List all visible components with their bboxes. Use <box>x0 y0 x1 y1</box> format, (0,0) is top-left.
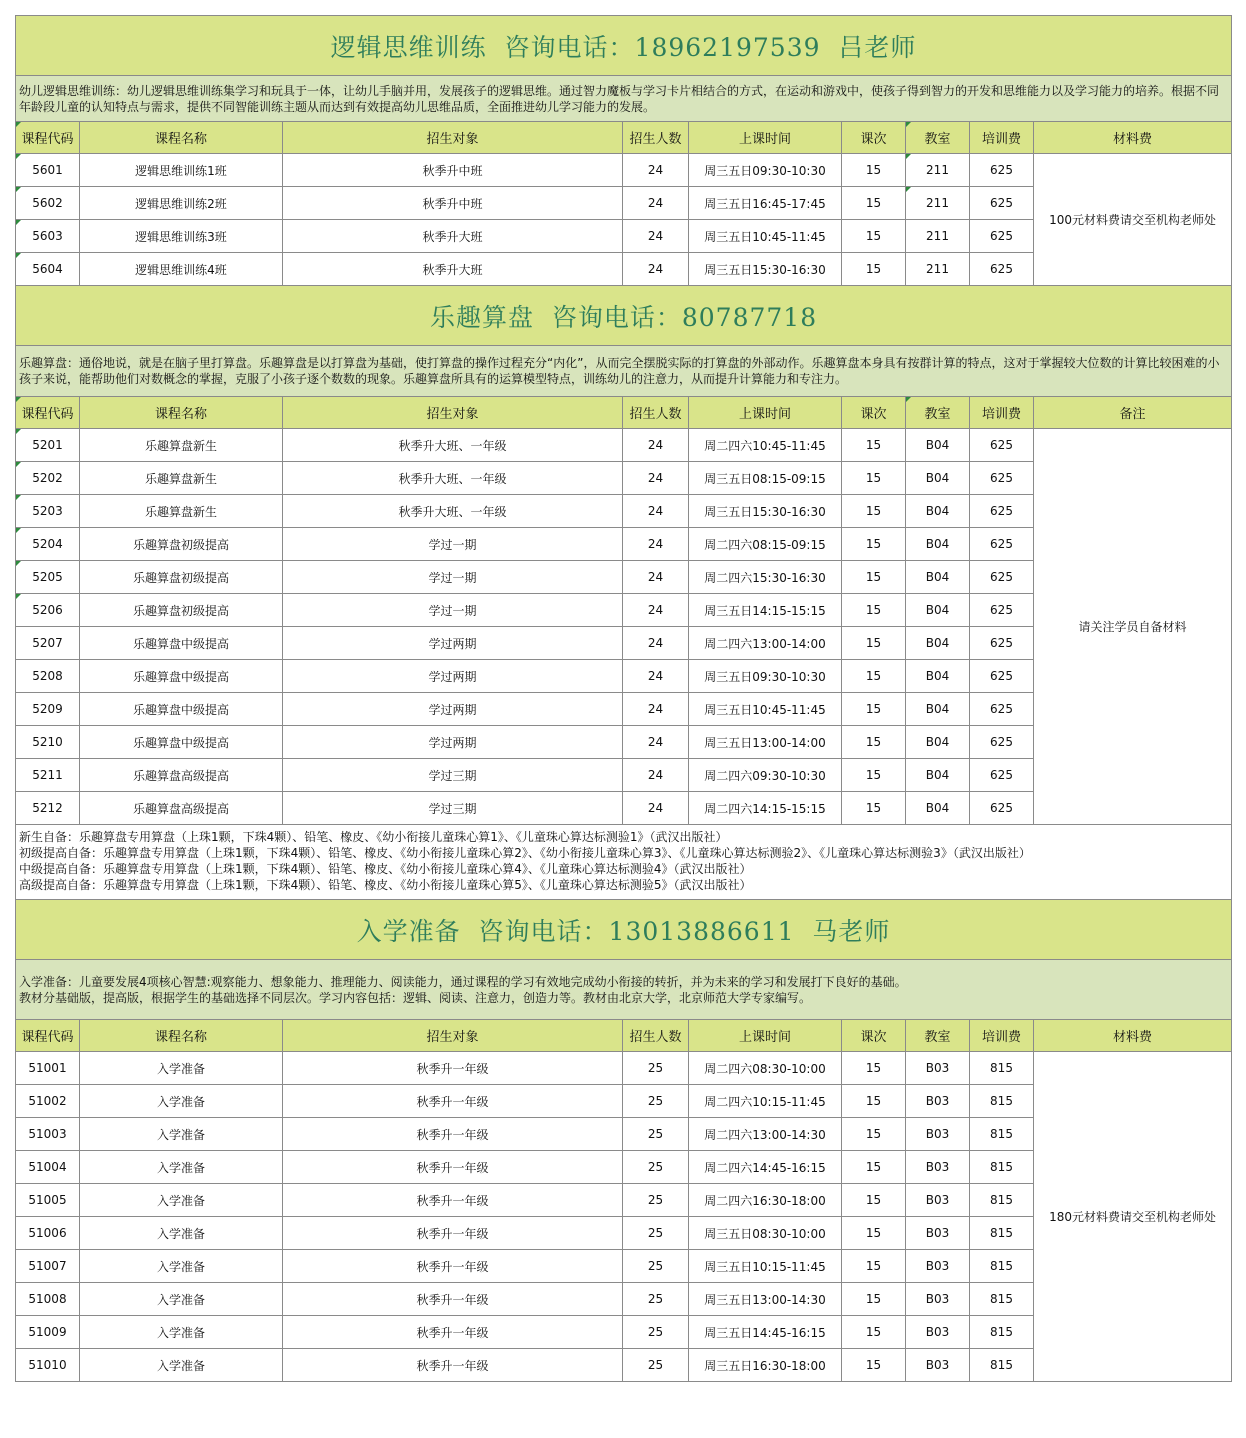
materials-row <box>16 825 1232 900</box>
enrollment: 24 <box>623 187 689 220</box>
target-students: 学过一期 <box>283 528 623 561</box>
enrollment: 24 <box>623 429 689 462</box>
column-header-row <box>16 122 1232 154</box>
target-students: 学过两期 <box>283 627 623 660</box>
column-header: 上课时间 <box>689 1020 842 1052</box>
section-title-row <box>16 900 1232 960</box>
tuition-fee: 625 <box>970 462 1034 495</box>
enrollment: 25 <box>623 1118 689 1151</box>
section-title-row <box>16 286 1232 346</box>
course-name: 入学准备 <box>80 1085 283 1118</box>
enrollment: 24 <box>623 495 689 528</box>
column-header: 课程代码 <box>16 397 80 429</box>
target-students: 秋季升一年级 <box>283 1118 623 1151</box>
class-time: 周二四六13:00-14:00 <box>689 627 842 660</box>
enrollment: 25 <box>623 1250 689 1283</box>
class-time: 周三五日14:15-15:15 <box>689 594 842 627</box>
tuition-fee: 625 <box>970 187 1034 220</box>
session-count: 15 <box>842 429 906 462</box>
column-header: 课程代码 <box>16 1020 80 1052</box>
enrollment: 24 <box>623 220 689 253</box>
target-students: 秋季升中班 <box>283 187 623 220</box>
classroom: 211 <box>906 253 970 286</box>
target-students: 秋季升一年级 <box>283 1316 623 1349</box>
session-count: 15 <box>842 220 906 253</box>
course-code: 5603 <box>16 220 80 253</box>
session-count: 15 <box>842 792 906 825</box>
course-name: 乐趣算盘中级提高 <box>80 726 283 759</box>
tuition-fee: 815 <box>970 1250 1034 1283</box>
materials-item: 初级提高自备：乐趣算盘专用算盘（上珠1颗，下珠4颗）、铅笔、橡皮、《幼小衔接儿童珠心算2》、《幼小衔接儿童珠心算3》、《儿童珠心算达标测验2》、《儿童珠心算达标测验3》（武汉出版社） <box>19 846 1031 860</box>
target-students: 学过一期 <box>283 594 623 627</box>
column-header: 招生对象 <box>283 1020 623 1052</box>
class-time: 周二四六10:45-11:45 <box>689 429 842 462</box>
classroom: B04 <box>906 759 970 792</box>
course-code: 51008 <box>16 1283 80 1316</box>
classroom: B04 <box>906 495 970 528</box>
column-header: 课次 <box>842 397 906 429</box>
tuition-fee: 625 <box>970 627 1034 660</box>
description-line: 入学准备：儿童要发展4项核心智慧:观察能力、想象能力、推理能力、阅读能力，通过课程的学习有效地完成幼小衔接的转折，并为未来的学习和发展打下良好的基础。 <box>19 974 907 989</box>
classroom: B03 <box>906 1283 970 1316</box>
session-count: 15 <box>842 528 906 561</box>
course-code: 5202 <box>16 462 80 495</box>
column-header: 课程代码 <box>16 122 80 154</box>
course-code: 5604 <box>16 253 80 286</box>
class-time: 周三五日13:00-14:30 <box>689 1283 842 1316</box>
session-count: 15 <box>842 693 906 726</box>
enrollment: 25 <box>623 1052 689 1085</box>
course-code: 51004 <box>16 1151 80 1184</box>
class-time: 周三五日10:15-11:45 <box>689 1250 842 1283</box>
classroom: B03 <box>906 1316 970 1349</box>
session-count: 15 <box>842 726 906 759</box>
classroom: B04 <box>906 528 970 561</box>
target-students: 学过三期 <box>283 792 623 825</box>
column-header-row <box>16 397 1232 429</box>
classroom: B03 <box>906 1118 970 1151</box>
target-students: 秋季升一年级 <box>283 1085 623 1118</box>
target-students: 秋季升中班 <box>283 154 623 187</box>
class-time: 周二四六10:15-11:45 <box>689 1085 842 1118</box>
enrollment: 24 <box>623 693 689 726</box>
session-count: 15 <box>842 660 906 693</box>
enrollment: 25 <box>623 1349 689 1382</box>
section-title: 逻辑思维训练 咨询电话：18962197539 吕老师 <box>16 16 1232 76</box>
column-header: 材料费 <box>1034 122 1232 154</box>
classroom: B04 <box>906 660 970 693</box>
session-count: 15 <box>842 1349 906 1382</box>
enrollment: 24 <box>623 726 689 759</box>
course-name: 入学准备 <box>80 1052 283 1085</box>
class-time: 周二四六08:15-09:15 <box>689 528 842 561</box>
tuition-fee: 625 <box>970 154 1034 187</box>
enrollment: 24 <box>623 660 689 693</box>
class-time: 周三五日10:45-11:45 <box>689 693 842 726</box>
session-count: 15 <box>842 1052 906 1085</box>
class-time: 周三五日16:30-18:00 <box>689 1349 842 1382</box>
enrollment: 24 <box>623 462 689 495</box>
section-description <box>16 76 1232 122</box>
course-table <box>15 15 1232 1382</box>
target-students: 秋季升一年级 <box>283 1283 623 1316</box>
course-name: 入学准备 <box>80 1283 283 1316</box>
materials-item: 新生自备：乐趣算盘专用算盘（上珠1颗，下珠4颗）、铅笔、橡皮、《幼小衔接儿童珠心算1》、《儿童珠心算达标测验1》（武汉出版社） <box>19 830 728 844</box>
classroom: B03 <box>906 1250 970 1283</box>
materials-item: 高级提高自备：乐趣算盘专用算盘（上珠1颗，下珠4颗）、铅笔、橡皮、《幼小衔接儿童珠心算5》、《儿童珠心算达标测验5》（武汉出版社） <box>19 878 752 892</box>
session-count: 15 <box>842 759 906 792</box>
section-description-row <box>16 960 1232 1020</box>
course-name: 乐趣算盘中级提高 <box>80 693 283 726</box>
enrollment: 25 <box>623 1316 689 1349</box>
class-time: 周三五日15:30-16:30 <box>689 253 842 286</box>
session-count: 15 <box>842 253 906 286</box>
target-students: 学过三期 <box>283 759 623 792</box>
class-time: 周二四六13:00-14:30 <box>689 1118 842 1151</box>
class-time: 周三五日13:00-14:00 <box>689 726 842 759</box>
session-count: 15 <box>842 1118 906 1151</box>
enrollment: 24 <box>623 627 689 660</box>
class-time: 周三五日16:45-17:45 <box>689 187 842 220</box>
class-time: 周二四六14:45-16:15 <box>689 1151 842 1184</box>
course-name: 逻辑思维训练4班 <box>80 253 283 286</box>
column-header: 教室 <box>906 122 970 154</box>
course-code: 51001 <box>16 1052 80 1085</box>
course-code: 5205 <box>16 561 80 594</box>
column-header: 招生人数 <box>623 397 689 429</box>
tuition-fee: 625 <box>970 220 1034 253</box>
session-count: 15 <box>842 594 906 627</box>
classroom: B04 <box>906 429 970 462</box>
classroom: B03 <box>906 1349 970 1382</box>
course-name: 入学准备 <box>80 1217 283 1250</box>
tuition-fee: 625 <box>970 759 1034 792</box>
course-name: 乐趣算盘高级提高 <box>80 759 283 792</box>
course-code: 5204 <box>16 528 80 561</box>
target-students: 秋季升一年级 <box>283 1349 623 1382</box>
enrollment: 25 <box>623 1184 689 1217</box>
classroom: B03 <box>906 1217 970 1250</box>
class-time: 周二四六15:30-16:30 <box>689 561 842 594</box>
column-header: 招生人数 <box>623 122 689 154</box>
session-count: 15 <box>842 1250 906 1283</box>
session-count: 15 <box>842 495 906 528</box>
course-code: 5209 <box>16 693 80 726</box>
session-count: 15 <box>842 187 906 220</box>
session-count: 15 <box>842 462 906 495</box>
course-code: 5208 <box>16 660 80 693</box>
tuition-fee: 625 <box>970 253 1034 286</box>
table-body <box>16 16 1232 1382</box>
description-line: 教材分基础版，提高版，根据学生的基础选择不同层次。学习内容包括：逻辑、阅读、注意力，创造力等。教材由北京大学，北京师范大学专家编写。 <box>19 990 812 1005</box>
tuition-fee: 815 <box>970 1052 1034 1085</box>
target-students: 秋季升一年级 <box>283 1184 623 1217</box>
column-header: 课次 <box>842 1020 906 1052</box>
column-header: 招生人数 <box>623 1020 689 1052</box>
materials-list <box>16 825 1232 900</box>
session-count: 15 <box>842 1283 906 1316</box>
tuition-fee: 625 <box>970 528 1034 561</box>
target-students: 秋季升一年级 <box>283 1250 623 1283</box>
enrollment: 25 <box>623 1151 689 1184</box>
tuition-fee: 815 <box>970 1283 1034 1316</box>
section-description-row <box>16 346 1232 397</box>
course-name: 乐趣算盘新生 <box>80 495 283 528</box>
enrollment: 24 <box>623 528 689 561</box>
course-code: 5212 <box>16 792 80 825</box>
description-text: 乐趣算盘：通俗地说，就是在脑子里打算盘。乐趣算盘是以打算盘为基础，使打算盘的操作过程充分“内化”，从而完全摆脱实际的打算盘的外部动作。乐趣算盘本身具有按群计算的特点，这对于掌握较大位数的计算比较困难的小孩子来说，能帮助他们对数概念的掌握，克服了小孩子逐个数数的现象。乐趣算盘所具有的运算模型特点，训练幼儿的注意力，从而提升计算能力和专注力。 <box>19 356 1220 386</box>
section-title-row <box>16 16 1232 76</box>
target-students: 秋季升大班、一年级 <box>283 462 623 495</box>
target-students: 学过一期 <box>283 561 623 594</box>
classroom: B03 <box>906 1052 970 1085</box>
course-name: 乐趣算盘新生 <box>80 462 283 495</box>
course-code: 5207 <box>16 627 80 660</box>
class-time: 周三五日15:30-16:30 <box>689 495 842 528</box>
column-header: 招生对象 <box>283 122 623 154</box>
target-students: 学过两期 <box>283 726 623 759</box>
tuition-fee: 815 <box>970 1316 1034 1349</box>
materials-item: 中级提高自备：乐趣算盘专用算盘（上珠1颗，下珠4颗）、铅笔、橡皮、《幼小衔接儿童珠心算4》、《儿童珠心算达标测验4》（武汉出版社） <box>19 862 752 876</box>
enrollment: 24 <box>623 561 689 594</box>
classroom: 211 <box>906 220 970 253</box>
course-code: 51010 <box>16 1349 80 1382</box>
course-name: 乐趣算盘初级提高 <box>80 594 283 627</box>
column-header: 培训费 <box>970 122 1034 154</box>
session-count: 15 <box>842 561 906 594</box>
class-time: 周三五日10:45-11:45 <box>689 220 842 253</box>
tuition-fee: 625 <box>970 726 1034 759</box>
column-header: 招生对象 <box>283 397 623 429</box>
course-code: 51006 <box>16 1217 80 1250</box>
class-time: 周三五日14:45-16:15 <box>689 1316 842 1349</box>
classroom: 211 <box>906 187 970 220</box>
classroom: B04 <box>906 693 970 726</box>
course-code: 5206 <box>16 594 80 627</box>
column-header: 材料费 <box>1034 1020 1232 1052</box>
target-students: 秋季升大班、一年级 <box>283 495 623 528</box>
enrollment: 24 <box>623 253 689 286</box>
table-row <box>16 1052 1232 1085</box>
session-count: 15 <box>842 1316 906 1349</box>
course-code: 5210 <box>16 726 80 759</box>
class-time: 周二四六16:30-18:00 <box>689 1184 842 1217</box>
course-code: 5601 <box>16 154 80 187</box>
enrollment: 24 <box>623 759 689 792</box>
tuition-fee: 815 <box>970 1184 1034 1217</box>
tuition-fee: 625 <box>970 594 1034 627</box>
class-time: 周三五日09:30-10:30 <box>689 154 842 187</box>
section-description-row <box>16 76 1232 122</box>
enrollment: 25 <box>623 1217 689 1250</box>
column-header: 课次 <box>842 122 906 154</box>
session-count: 15 <box>842 1184 906 1217</box>
section-title: 入学准备 咨询电话：13013886611 马老师 <box>16 900 1232 960</box>
class-time: 周二四六09:30-10:30 <box>689 759 842 792</box>
session-count: 15 <box>842 627 906 660</box>
session-count: 15 <box>842 154 906 187</box>
side-note: 100元材料费请交至机构老师处 <box>1034 154 1232 286</box>
classroom: B04 <box>906 792 970 825</box>
column-header: 上课时间 <box>689 397 842 429</box>
tuition-fee: 625 <box>970 495 1034 528</box>
classroom: B03 <box>906 1184 970 1217</box>
column-header: 教室 <box>906 1020 970 1052</box>
class-time: 周二四六14:15-15:15 <box>689 792 842 825</box>
target-students: 学过两期 <box>283 693 623 726</box>
tuition-fee: 815 <box>970 1085 1034 1118</box>
course-code: 51003 <box>16 1118 80 1151</box>
target-students: 学过两期 <box>283 660 623 693</box>
enrollment: 25 <box>623 1085 689 1118</box>
classroom: B04 <box>906 462 970 495</box>
target-students: 秋季升大班 <box>283 253 623 286</box>
classroom: B04 <box>906 726 970 759</box>
tuition-fee: 815 <box>970 1349 1034 1382</box>
enrollment: 25 <box>623 1283 689 1316</box>
course-name: 乐趣算盘初级提高 <box>80 561 283 594</box>
enrollment: 24 <box>623 792 689 825</box>
column-header: 课程名称 <box>80 1020 283 1052</box>
session-count: 15 <box>842 1217 906 1250</box>
course-name: 乐趣算盘初级提高 <box>80 528 283 561</box>
course-name: 逻辑思维训练3班 <box>80 220 283 253</box>
tuition-fee: 625 <box>970 561 1034 594</box>
column-header: 备注 <box>1034 397 1232 429</box>
session-count: 15 <box>842 1085 906 1118</box>
course-name: 乐趣算盘中级提高 <box>80 660 283 693</box>
classroom: 211 <box>906 154 970 187</box>
tuition-fee: 625 <box>970 693 1034 726</box>
course-code: 5203 <box>16 495 80 528</box>
section-title: 乐趣算盘 咨询电话：80787718 <box>16 286 1232 346</box>
side-note: 请关注学员自备材料 <box>1034 429 1232 825</box>
enrollment: 24 <box>623 594 689 627</box>
course-name: 入学准备 <box>80 1349 283 1382</box>
target-students: 秋季升大班、一年级 <box>283 429 623 462</box>
classroom: B04 <box>906 561 970 594</box>
column-header: 培训费 <box>970 397 1034 429</box>
section-description <box>16 346 1232 397</box>
course-code: 5211 <box>16 759 80 792</box>
column-header: 教室 <box>906 397 970 429</box>
tuition-fee: 815 <box>970 1118 1034 1151</box>
session-count: 15 <box>842 1151 906 1184</box>
classroom: B03 <box>906 1085 970 1118</box>
class-time: 周二四六08:30-10:00 <box>689 1052 842 1085</box>
table-row <box>16 429 1232 462</box>
course-code: 51005 <box>16 1184 80 1217</box>
class-time: 周三五日08:30-10:00 <box>689 1217 842 1250</box>
course-name: 乐趣算盘中级提高 <box>80 627 283 660</box>
enrollment: 24 <box>623 154 689 187</box>
side-note: 180元材料费请交至机构老师处 <box>1034 1052 1232 1382</box>
column-header: 上课时间 <box>689 122 842 154</box>
target-students: 秋季升一年级 <box>283 1217 623 1250</box>
column-header-row <box>16 1020 1232 1052</box>
target-students: 秋季升一年级 <box>283 1151 623 1184</box>
column-header: 培训费 <box>970 1020 1034 1052</box>
course-code: 51007 <box>16 1250 80 1283</box>
column-header: 课程名称 <box>80 397 283 429</box>
classroom: B03 <box>906 1151 970 1184</box>
target-students: 秋季升一年级 <box>283 1052 623 1085</box>
section-description <box>16 960 1232 1020</box>
tuition-fee: 625 <box>970 792 1034 825</box>
course-name: 入学准备 <box>80 1118 283 1151</box>
tuition-fee: 625 <box>970 660 1034 693</box>
course-name: 入学准备 <box>80 1151 283 1184</box>
course-name: 逻辑思维训练1班 <box>80 154 283 187</box>
course-code: 51002 <box>16 1085 80 1118</box>
course-name: 乐趣算盘新生 <box>80 429 283 462</box>
class-time: 周三五日08:15-09:15 <box>689 462 842 495</box>
classroom: B04 <box>906 627 970 660</box>
column-header: 课程名称 <box>80 122 283 154</box>
course-spreadsheet <box>15 15 1231 1382</box>
target-students: 秋季升大班 <box>283 220 623 253</box>
tuition-fee: 815 <box>970 1151 1034 1184</box>
course-code: 5201 <box>16 429 80 462</box>
tuition-fee: 625 <box>970 429 1034 462</box>
table-row <box>16 154 1232 187</box>
course-name: 入学准备 <box>80 1184 283 1217</box>
course-name: 逻辑思维训练2班 <box>80 187 283 220</box>
classroom: B04 <box>906 594 970 627</box>
course-name: 入学准备 <box>80 1316 283 1349</box>
course-name: 乐趣算盘高级提高 <box>80 792 283 825</box>
course-code: 5602 <box>16 187 80 220</box>
tuition-fee: 815 <box>970 1217 1034 1250</box>
course-code: 51009 <box>16 1316 80 1349</box>
course-name: 入学准备 <box>80 1250 283 1283</box>
description-text: 幼儿逻辑思维训练：幼儿逻辑思维训练集学习和玩具于一体，让幼儿手脑并用，发展孩子的逻辑思维。通过智力魔板与学习卡片相结合的方式，在运动和游戏中，使孩子得到智力的开发和思维能力以及学习能力的培养。根据不同年龄段儿童的认知特点与需求，提供不同智能训练主题从而达到有效提高幼儿思维品质，全面推进幼儿学习能力的发展。 <box>19 83 1220 114</box>
class-time: 周三五日09:30-10:30 <box>689 660 842 693</box>
